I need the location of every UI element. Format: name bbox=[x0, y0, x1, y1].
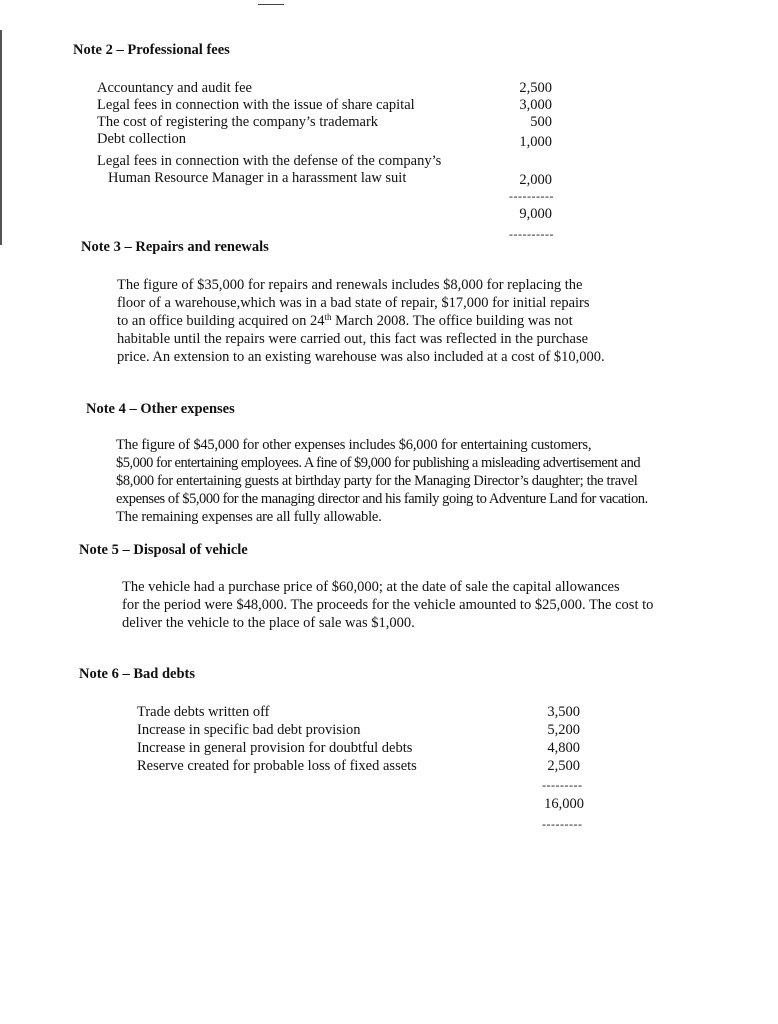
note4-line: expenses of $5,000 for the managing director and his family going to Adventure Land for vacation. bbox=[116, 491, 648, 507]
note6-item-label: Trade debts written off bbox=[137, 704, 270, 720]
note2-item-amount: 2,500 bbox=[519, 80, 552, 96]
note4-line: $8,000 for entertaining guests at birthday party for the Managing Director’s daughter; the travel bbox=[116, 473, 638, 489]
note3-line: floor of a warehouse,which was in a bad state of repair, $17,000 for initial repairs bbox=[117, 295, 590, 311]
note2-item-amount: 2,000 bbox=[519, 172, 552, 188]
note6-item-amount: 3,500 bbox=[547, 704, 580, 720]
note3-line: The figure of $35,000 for repairs and renewals includes $8,000 for replacing the bbox=[117, 277, 583, 293]
note2-item-label: Accountancy and audit fee bbox=[97, 80, 252, 96]
note4-heading: Note 4 – Other expenses bbox=[86, 401, 235, 417]
note6-item-label: Increase in general provision for doubtful debts bbox=[137, 740, 413, 756]
note6-heading: Note 6 – Bad debts bbox=[79, 666, 196, 682]
note4-line: $5,000 for entertaining employees. A fine of $9,000 for publishing a misleading advertisement and bbox=[116, 455, 641, 471]
scan-mark bbox=[258, 4, 284, 5]
note5-paragraph bbox=[122, 578, 653, 632]
scan-edge bbox=[0, 30, 2, 245]
note6-total-rule: --------- bbox=[542, 778, 583, 792]
note2-heading: Note 2 – Professional fees bbox=[73, 42, 230, 58]
note2-item-amount: 3,000 bbox=[519, 97, 552, 113]
note6-item-amount: 4,800 bbox=[547, 740, 580, 756]
note6-total-rule: --------- bbox=[542, 817, 583, 831]
note2-item-label: Human Resource Manager in a harassment law suit bbox=[108, 170, 407, 186]
note2-item-amount: 1,000 bbox=[519, 134, 552, 150]
note2-item-label: Debt collection bbox=[97, 131, 186, 147]
note2-item-label: Legal fees in connection with the issue of share capital bbox=[97, 97, 415, 113]
note3-line: price. An extension to an existing warehouse was also included at a cost of $10,000. bbox=[117, 349, 605, 365]
note2-total: 9,000 bbox=[519, 206, 552, 222]
note2-total-rule: ---------- bbox=[509, 189, 554, 203]
note2-item-label: Legal fees in connection with the defense of the company’s bbox=[97, 153, 442, 169]
note3-line: habitable until the repairs were carried out, this fact was reflected in the purchase bbox=[117, 331, 589, 347]
note4-line: The figure of $45,000 for other expenses includes $6,000 for entertaining customers, bbox=[116, 437, 592, 453]
note4-line: The remaining expenses are all fully allowable. bbox=[116, 509, 382, 525]
note2-item-amount: 500 bbox=[530, 114, 552, 130]
note5-line: deliver the vehicle to the place of sale was $1,000. bbox=[122, 615, 415, 631]
note6-item-amount: 2,500 bbox=[547, 758, 580, 774]
note6-item-label: Increase in specific bad debt provision bbox=[137, 722, 361, 738]
ordinal-suffix: th bbox=[324, 312, 332, 322]
note5-heading: Note 5 – Disposal of vehicle bbox=[79, 542, 248, 558]
note3-paragraph bbox=[117, 276, 605, 366]
note6-item-label: Reserve created for probable loss of fixed assets bbox=[137, 758, 417, 774]
note6-total: 16,000 bbox=[544, 796, 584, 812]
note3-line: to an office building acquired on 24th March 2008. The office building was not bbox=[117, 312, 573, 329]
note6-item-amount: 5,200 bbox=[547, 722, 580, 738]
note5-line: The vehicle had a purchase price of $60,000; at the date of sale the capital allowances bbox=[122, 579, 620, 595]
note3-heading: Note 3 – Repairs and renewals bbox=[81, 239, 269, 255]
note2-item-label: The cost of registering the company’s trademark bbox=[97, 114, 379, 130]
note2-total-rule: ---------- bbox=[509, 227, 554, 241]
note4-paragraph bbox=[116, 436, 648, 526]
note5-line: for the period were $48,000. The proceeds for the vehicle amounted to $25,000. The cost to bbox=[122, 597, 654, 613]
